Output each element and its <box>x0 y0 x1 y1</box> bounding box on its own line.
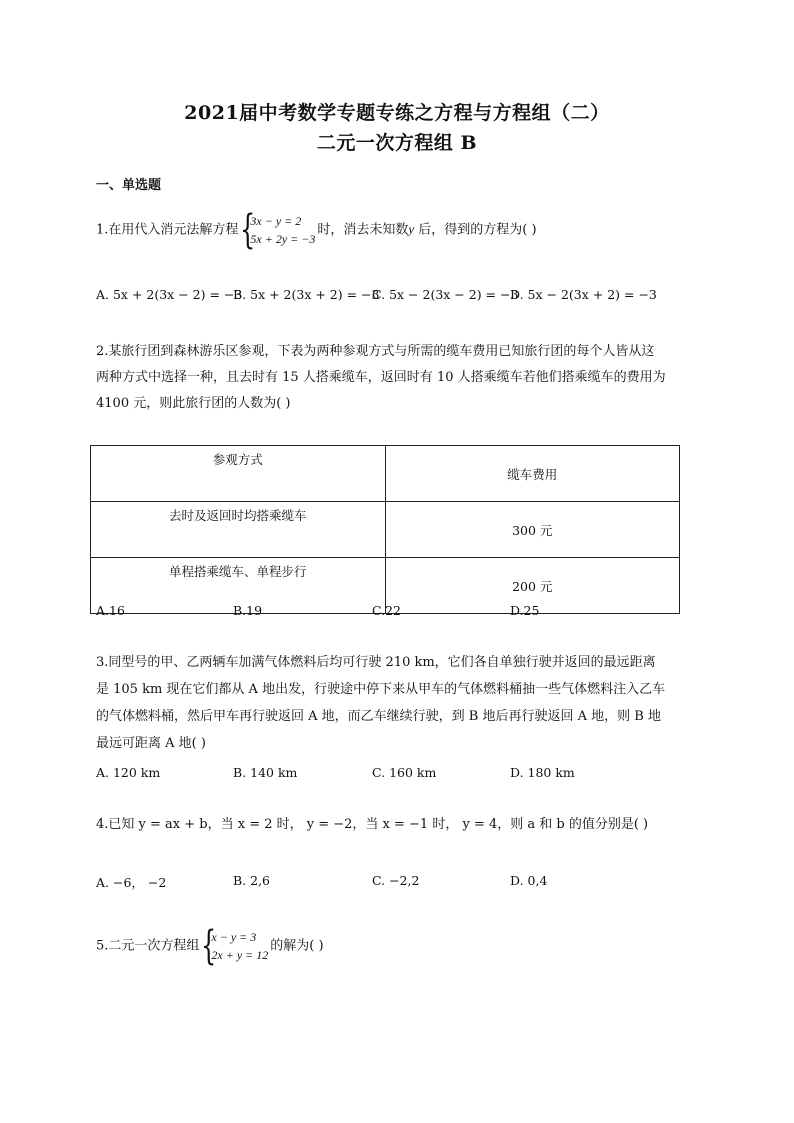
table-row <box>91 502 680 558</box>
question-2-line-1: 2.某旅行团到森林游乐区参观，下表为两种参观方式与所需的缆车费用已知旅行团的每个人皆从这 <box>96 344 655 359</box>
q1-suffix-a: 时，消去未知数 <box>317 222 409 238</box>
q2-option-c: C.22 <box>372 603 401 618</box>
table-cell: 去时及返回时均搭乘缆车 <box>91 502 386 558</box>
q2-option-a: A.16 <box>96 603 125 618</box>
q1-option-b: B. 5x + 2(3x + 2) = −3 <box>233 287 380 302</box>
q5-equation-system <box>201 923 269 969</box>
question-3-line-2: 是 105 km 现在它们都从 A 地出发，行驶途中停下来从甲车的气体燃料桶抽一些气体燃料注入乙车 <box>96 682 666 697</box>
q1-equation-system <box>240 207 316 253</box>
q3-option-b: B. 140 km <box>233 765 298 780</box>
q3-option-d: D. 180 km <box>510 765 575 780</box>
q4-option-a: A. −6， −2 <box>96 875 167 890</box>
brace-icon: { <box>201 923 217 969</box>
question-2-line-3: 4100 元，则此旅行团的人数为( ) <box>96 396 291 411</box>
document-title: 2021届中考数学专题专练之方程与方程组（二） <box>184 102 610 124</box>
table-cell: 300 元 <box>385 502 680 558</box>
question-1 <box>96 207 537 253</box>
section-heading: 一、单选题 <box>96 178 162 193</box>
q1-eq2: 5x + 2y = −3 <box>250 232 316 246</box>
q1-eq1: 3x − y = 2 <box>250 214 302 228</box>
q1-suffix-b: 后，得到的方程为( ) <box>414 222 537 238</box>
q5-eq1: x − y = 3 <box>211 930 257 944</box>
table-cell: 200 元 <box>385 558 680 614</box>
q1-variable: y <box>408 221 415 237</box>
fee-table <box>90 445 680 614</box>
q3-option-a: A. 120 km <box>96 765 161 780</box>
q1-option-c: C. 5x − 2(3x − 2) = −3 <box>372 287 519 302</box>
question-3-line-3: 的气体燃料桶，然后甲车再行驶返回 A 地，而乙车继续行驶，到 B 地后再行驶返回 A 地，则 B 地 <box>96 709 661 724</box>
table-cell: 单程搭乘缆车、单程步行 <box>91 558 386 614</box>
q4-option-c: C. −2,2 <box>372 873 420 888</box>
table-header-fee: 缆车费用 <box>385 446 680 502</box>
q4-option-b: B. 2,6 <box>233 873 271 888</box>
q4-option-d: D. 0,4 <box>510 873 548 888</box>
q3-option-c: C. 160 km <box>372 765 437 780</box>
question-2-line-2: 两种方式中选择一种，且去时有 15 人搭乘缆车，返回时有 10 人搭乘缆车若他们搭乘缆车的费用为 <box>96 370 666 385</box>
q1-option-d: D. 5x − 2(3x + 2) = −3 <box>510 287 657 302</box>
document-subtitle: 二元一次方程组 B <box>316 132 478 154</box>
q2-option-d: D.25 <box>510 603 540 618</box>
question-4: 4.已知 y = ax + b，当 x = 2 时， y = −2，当 x = −1 时， y = 4，则 a 和 b 的值分别是( ) <box>96 817 649 832</box>
q5-prefix: 5.二元一次方程组 <box>96 938 200 954</box>
q1-prefix: 1.在用代入消元法解方程 <box>96 222 239 238</box>
table-row <box>91 446 680 502</box>
brace-icon: { <box>240 207 256 253</box>
question-5 <box>96 923 324 969</box>
q5-eq2: 2x + y = 12 <box>211 948 269 962</box>
q1-option-a: A. 5x + 2(3x − 2) = −3 <box>96 287 243 302</box>
question-3-line-4: 最远可距离 A 地( ) <box>96 736 206 751</box>
table-header-method: 参观方式 <box>91 446 386 502</box>
q2-option-b: B.19 <box>233 603 263 618</box>
question-3-line-1: 3.同型号的甲、乙两辆车加满气体燃料后均可行驶 210 km，它们各自单独行驶并返回的最远距离 <box>96 655 656 670</box>
q5-suffix: 的解为( ) <box>270 938 324 954</box>
